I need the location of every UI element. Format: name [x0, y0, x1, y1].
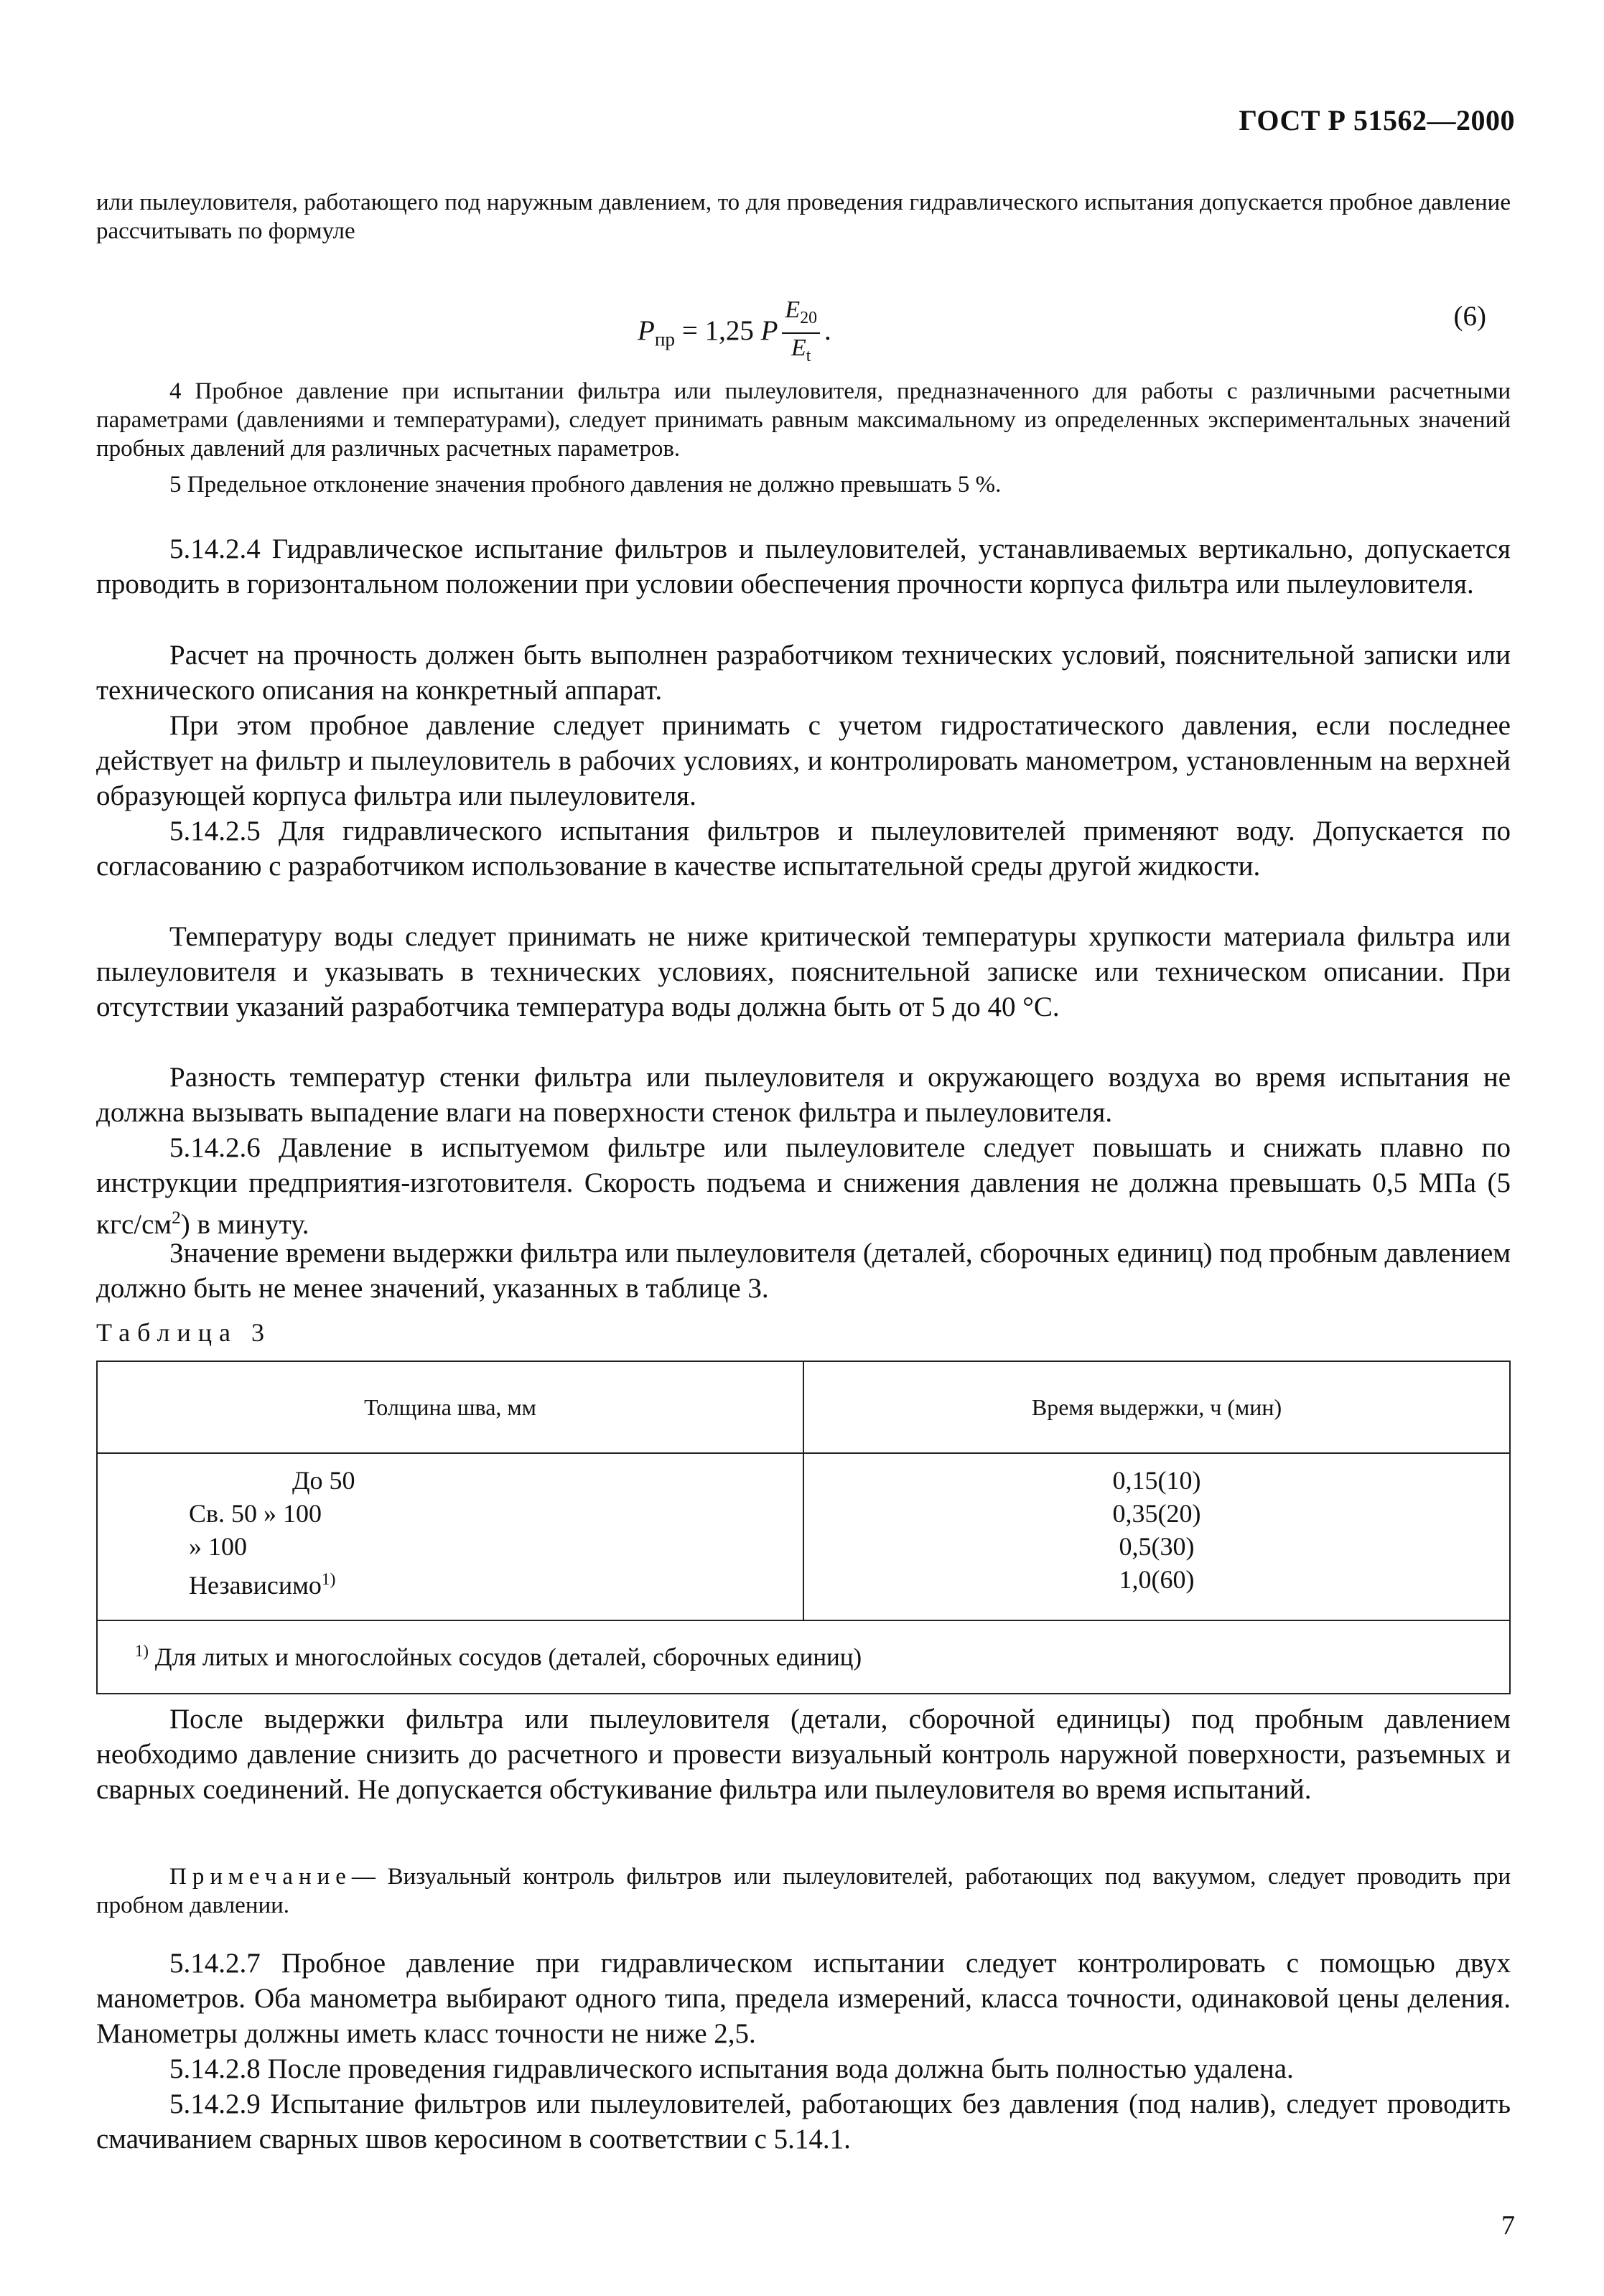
table-header-thickness: Толщина шва, мм [97, 1361, 803, 1453]
paragraph-5-14-2-8: 5.14.2.8 После проведения гидравлического испытания вода должна быть полностью удалена. [169, 2053, 1294, 2084]
formula-p: P [760, 314, 778, 346]
page-number: 7 [1501, 2211, 1515, 2241]
note-5: 5 Предельное отклонение значения пробного давления не должно превышать 5 %. [169, 472, 1002, 498]
paragraph-5-14-2-6-tail: ) в минуту. [180, 1209, 309, 1240]
table-body-row [97, 1453, 1510, 1620]
table-row: До 50 [292, 1466, 355, 1495]
formula-lhs-sub: пр [654, 328, 676, 350]
footnote-mark: 1) [135, 1642, 149, 1661]
thickness-column [97, 1453, 803, 1620]
denominator-sub: t [806, 346, 811, 365]
formula-6 [0, 280, 1604, 366]
table-cell-time: 1,0(60) [1119, 1565, 1195, 1594]
numerator-symbol: E [785, 297, 801, 323]
document-code: ГОСТ Р 51562—2000 [1239, 104, 1515, 136]
table-row: » 100 [189, 1532, 247, 1561]
table-cell-time: 0,5(30) [1119, 1532, 1195, 1561]
note-label: Примечание [169, 1864, 352, 1890]
formula-expression [638, 296, 831, 370]
formula-lhs: P [638, 314, 655, 346]
note-text: — Визуальный контроль фильтров или пылеуловителей, работающих под вакуумом, следует проводить при пробном давлении. [96, 1864, 1511, 1918]
intro-paragraph: или пылеуловителя, работающего под наружным давлением, то для проведения гидравлического испытания допускается пробное давление рассчитывать по формуле [96, 190, 1511, 244]
table-caption: Таблица 3 [96, 1318, 271, 1347]
table-cell-time: 0,15(10) [1112, 1466, 1201, 1495]
paragraph-hold-time: Значение времени выдержки фильтра или пылеуловителя (деталей, сборочных единиц) под пробным давлением должно быть не менее значений, указанных в таблице 3. [96, 1238, 1511, 1304]
formula-fraction [782, 296, 820, 370]
footnote-ref: 1) [321, 1570, 336, 1589]
formula-number: (6) [1453, 301, 1486, 332]
formula-coefficient: = 1,25 [681, 314, 754, 346]
paragraph-strength-calc: Расчет на прочность должен быть выполнен разработчиком технических условий, пояснительной записки или технического описания на конкретный аппарат. [96, 640, 1511, 706]
paragraph-5-14-2-4: 5.14.2.4 Гидравлическое испытание фильтров и пылеуловителей, устанавливаемых вертикально, допускается проводить в горизонтальном положении при условии обеспечения прочности корпуса фильтра или пылеуловителя. [96, 533, 1511, 599]
table-header-row [97, 1361, 1510, 1453]
paragraph-5-14-2-5: 5.14.2.5 Для гидравлического испытания фильтров и пылеуловителей применяют воду. Допускается по согласованию с разработчиком использование в качестве испытательной среды другой жидкости. [96, 816, 1511, 882]
table-3 [96, 1361, 1511, 1694]
footnote-text: Для литых и многослойных сосудов (деталей, сборочных единиц) [154, 1643, 862, 1671]
formula-denominator [782, 334, 820, 370]
denominator-symbol: E [791, 334, 806, 361]
paragraph-5-14-2-7: 5.14.2.7 Пробное давление при гидравлическом испытании следует контролировать с помощью двух манометров. Оба манометра выбирают одного типа, предела измерений, класса точности, одинаковой цены деления. Манометры должны иметь класс точности не ниже 2,5. [96, 1948, 1511, 2049]
table-cell-time: 0,35(20) [1112, 1499, 1201, 1528]
paragraph-hydrostatic: При этом пробное давление следует принимать с учетом гидростатического давления, если последнее действует на фильтр и пылеуловитель в рабочих условиях, и контролировать манометром, установленным на верхней образующей корпуса фильтра или пылеуловителя. [96, 710, 1511, 811]
table-footnote [97, 1620, 1510, 1694]
thickness-independent: Независимо [189, 1571, 322, 1600]
note-block [96, 1862, 1511, 1920]
paragraph-temperature-difference: Разность температур стенки фильтра или пылеуловителя и окружающего воздуха во время испытания не должна вызывать выпадение влаги на поверхности стенок фильтра и пылеуловителя. [96, 1062, 1511, 1128]
note-4: 4 Пробное давление при испытании фильтра или пылеуловителя, предназначенного для работы с различными расчетными параметрами (давлениями и температурами), следует принимать равным максимальному из определенных экспериментальных значений пробных давлений для различных расчетных параметров. [96, 378, 1511, 462]
unit-superscript: 2 [172, 1208, 181, 1228]
paragraph-water-temperature: Температуру воды следует принимать не ниже критической температуры хрупкости материала фильтра или пылеуловителя и указывать в технических условиях, пояснительной записке или техническом описании. При отсутствии указаний разработчика температура воды должна быть от 5 до 40 °С. [96, 921, 1511, 1022]
table-header-time: Время выдержки, ч (мин) [803, 1361, 1510, 1453]
paragraph-after-hold: После выдержки фильтра или пылеуловителя (детали, сборочной единицы) под пробным давлением необходимо давление снизить до расчетного и провести визуальный контроль наружной поверхности, разъемных и сварных соединений. Не допускается обстукивание фильтра или пылеуловителя во время испытаний. [96, 1704, 1511, 1805]
paragraph-5-14-2-9: 5.14.2.9 Испытание фильтров или пылеуловителей, работающих без давления (под налив), следует проводить смачиванием сварных швов керосином в соответствии с 5.14.1. [96, 2089, 1511, 2155]
formula-tail: . [824, 314, 831, 346]
formula-numerator [782, 296, 820, 334]
table-row: Св. 50 » 100 [189, 1499, 322, 1528]
paragraph-5-14-2-6-text: 5.14.2.6 Давление в испытуемом фильтре или пылеуловителе следует повышать и снижать плавно по инструкции предприятия-изготовителя. Скорость подъема и снижения давления не должна превышать 0,5 МПа (5 кгс/см [96, 1132, 1511, 1240]
paragraph-5-14-2-6 [96, 1130, 1511, 1242]
time-column [803, 1453, 1510, 1620]
table-row [98, 1563, 802, 1600]
numerator-sub: 20 [800, 308, 817, 327]
table-footnote-row [97, 1620, 1510, 1694]
